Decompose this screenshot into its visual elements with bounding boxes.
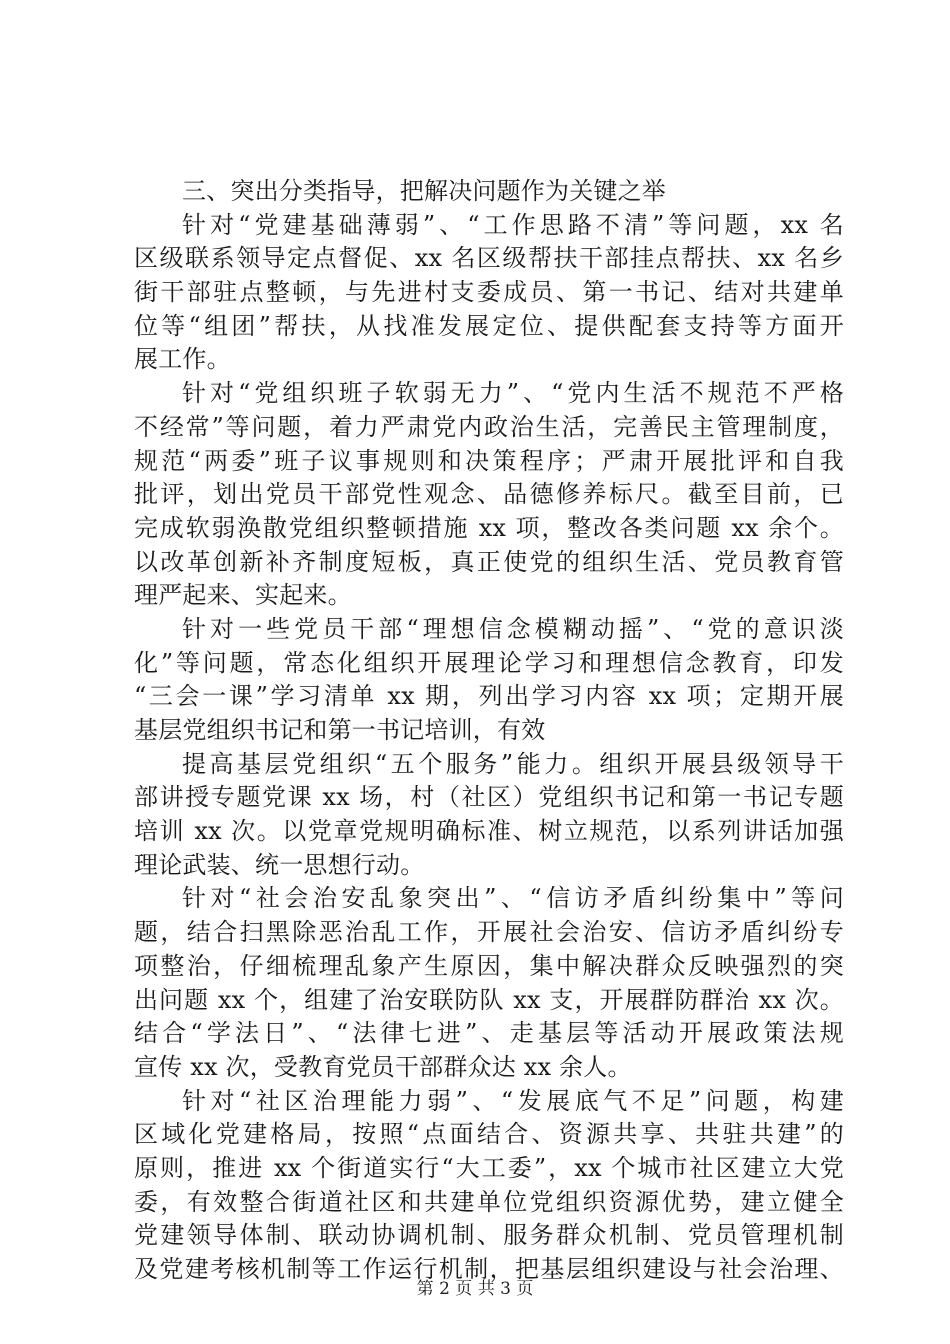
text-line: 针对“社区治理能力弱”、“发展底气不足”问题，构建 — [182, 1086, 844, 1115]
text-line: 培训 xx 次。以党章党规明确标准、树立规范，以系列讲话加强 — [134, 817, 844, 846]
text-line: 及党建考核机制等工作运行机制，把基层组织建设与社会治理、 — [134, 1255, 844, 1283]
text-line: “三会一课”学习清单 xx 期，列出学习内容 xx 项；定期开展 — [134, 682, 844, 711]
text-line: 理严起来、实起来。 — [134, 581, 352, 610]
text-line: 结合“学法日”、“法律七进”、走基层等活动开展政策法规 — [134, 1019, 844, 1048]
text-line: 出问题 xx 个，组建了治安联防队 xx 支，开展群防群治 xx 次。 — [134, 985, 844, 1014]
page-footer: 第 2 页 共 3 页 — [416, 1279, 534, 1299]
text-line: 展工作。 — [134, 345, 231, 374]
text-line: 以改革创新补齐制度短板，真正使党的组织生活、党员教育管 — [134, 547, 844, 576]
text-line: 区级联系领导定点督促、xx 名区级帮扶干部挂点帮扶、xx 名乡 — [134, 244, 844, 273]
text-line: 委，有效整合街道社区和共建单位党组织资源优势，建立健全 — [134, 1187, 844, 1216]
text-line: 化”等问题，常态化组织开展理论学习和理想信念教育，印发 — [134, 648, 844, 677]
text-line: 针对“党建基础薄弱”、“工作思路不清”等问题，xx 名 — [182, 210, 844, 239]
text-line: 针对“党组织班子软弱无力”、“党内生活不规范不严格 — [182, 379, 844, 408]
text-line: 题，结合扫黑除恶治乱工作，开展社会治安、信访矛盾纠纷专 — [134, 918, 844, 947]
text-line: 宣传 xx 次，受教育党员干部群众达 xx 余人。 — [134, 1052, 632, 1081]
text-line: 完成软弱涣散党组织整顿措施 xx 项，整改各类问题 xx 余个。 — [134, 513, 844, 542]
text-line: 规范“两委”班子议事规则和决策程序；严肃开展批评和自我 — [134, 446, 844, 475]
text-line: 针对“社会治安乱象突出”、“信访矛盾纠纷集中”等问 — [182, 884, 844, 913]
text-line: 理论武装、统一思想行动。 — [134, 850, 425, 879]
text-line: 项整治，仔细梳理乱象产生原因，集中解决群众反映强烈的突 — [134, 951, 844, 980]
text-line: 基层党组织书记和第一书记培训，有效 — [134, 716, 546, 744]
document-body — [134, 175, 844, 1287]
text-line: 不经常”等问题，着力严肃党内政治生活，完善民主管理制度， — [134, 412, 844, 441]
text-line: 提高基层党组织“五个服务”能力。组织开展县级领导干 — [182, 749, 844, 778]
text-line: 原则，推进 xx 个街道实行“大工委”，xx 个城市社区建立大党 — [134, 1153, 844, 1182]
text-line: 批评，划出党员干部党性观念、品德修养标尺。截至目前，已 — [134, 480, 844, 509]
text-line: 部讲授专题党课 xx 场，村（社区）党组织书记和第一书记专题 — [134, 783, 844, 812]
text-line: 党建领导体制、联动协调机制、服务群众机制、党员管理机制 — [134, 1221, 844, 1250]
text-line: 街干部驻点整顿，与先进村支委成员、第一书记、结对共建单 — [134, 278, 844, 307]
text-line: 位等“组团”帮扶，从找准发展定位、提供配套支持等方面开 — [134, 311, 844, 340]
text-line: 三、突出分类指导，把解决问题作为关键之举 — [182, 177, 666, 205]
text-line: 针对一些党员干部“理想信念模糊动摇”、“党的意识淡 — [182, 614, 844, 643]
text-line: 区域化党建格局，按照“点面结合、资源共享、共驻共建”的 — [134, 1120, 844, 1149]
